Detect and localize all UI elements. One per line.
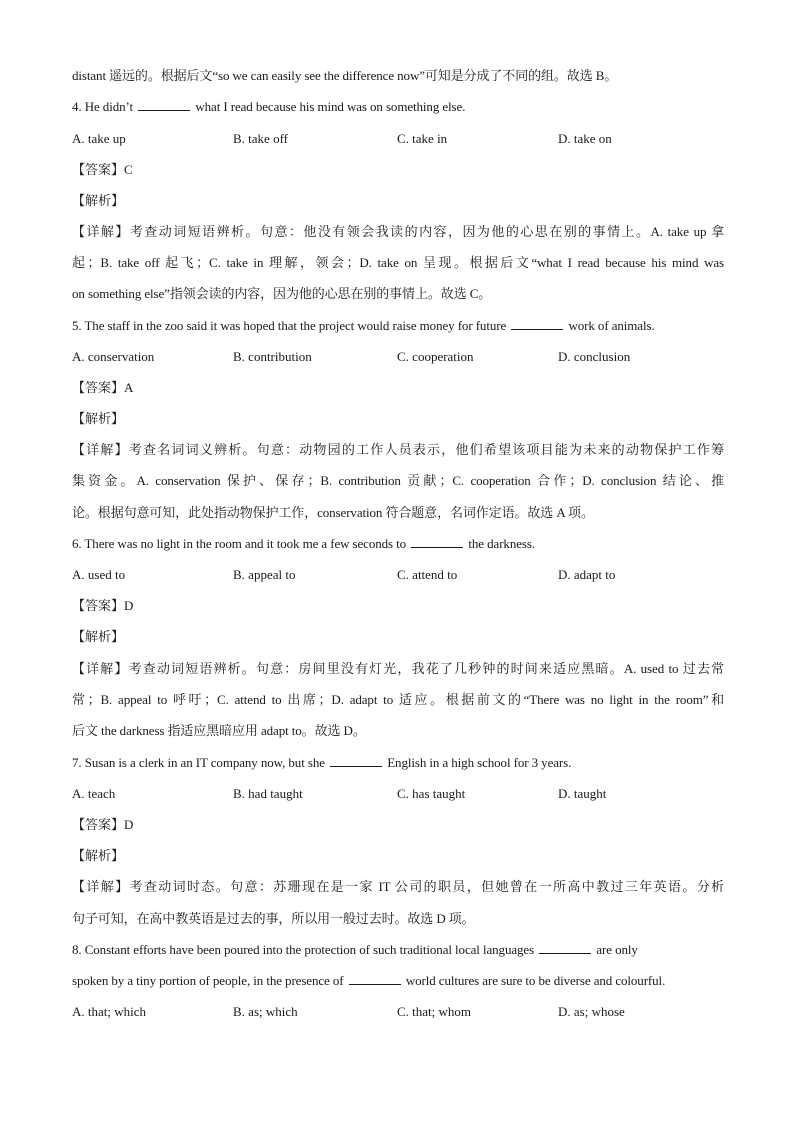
detail-line: 【详解】考查动词短语辨析。句意：他没有领会我读的内容，因为他的心思在别的事情上。A. take up 拿	[72, 224, 724, 239]
option-c: C. take in	[397, 131, 448, 146]
option-b: B. take off	[233, 131, 288, 146]
question-6-options	[72, 565, 724, 585]
question-8-options	[72, 1002, 724, 1022]
detail-line: 起；B. take off 起飞；C. take in 理解，领会；D. take on 呈现。根据后文“what I read because his mind was	[72, 255, 724, 270]
stem-text-before: 6. There was no light in the room and it took me a few seconds to	[72, 536, 407, 551]
option-c: C. cooperation	[397, 349, 474, 364]
analysis-label: 【解析】	[72, 193, 125, 208]
stem-text-before: 5. The staff in the zoo said it was hoped that the project would raise money for future	[72, 318, 507, 333]
option-c: C. that; whom	[397, 1004, 472, 1019]
option-d: D. conclusion	[558, 349, 631, 364]
detail-line: 句子可知，在高中教英语是过去的事，所以用一般过去时。故选 D 项。	[72, 911, 475, 926]
stem-text-after: world cultures are sure to be diverse and colourful.	[405, 973, 666, 988]
stem-text-before: 7. Susan is a clerk in an IT company now, but she	[72, 755, 325, 770]
detail-line: 常；B. appeal to 呼吁；C. attend to 出席；D. adapt to 适应。根据前文的“There was no light in the room”和	[72, 692, 724, 707]
stem-text-after: work of animals.	[568, 318, 655, 333]
stem-text-before: 4. He didn’t	[72, 99, 134, 114]
answer-label: 【答案】D	[72, 817, 134, 832]
answer-blank	[411, 534, 463, 548]
stem-text-after: English in a high school for 3 years.	[387, 755, 572, 770]
detail-line: 后文 the darkness 指适应黑暗应用 adapt to。故选 D。	[72, 723, 366, 738]
option-d: D. adapt to	[558, 567, 616, 582]
question-5-stem	[72, 316, 724, 336]
stem-text-after: are only	[596, 942, 638, 957]
option-a: A. take up	[72, 131, 126, 146]
detail-line: on something else”指领会读的内容，因为他的心思在别的事情上。故选 C。	[72, 286, 492, 301]
question-5-options	[72, 347, 724, 367]
answer-blank	[539, 940, 591, 954]
detail-line: 集资金。A. conservation 保护、保存；B. contribution 贡献；C. cooperation 合作；D. conclusion 结论、推	[72, 473, 724, 488]
option-d: D. as; whose	[558, 1004, 625, 1019]
question-4-options	[72, 129, 724, 149]
answer-blank	[138, 97, 190, 111]
option-b: B. contribution	[233, 349, 312, 364]
option-d: D. taught	[558, 786, 607, 801]
option-c: C. has taught	[397, 786, 466, 801]
answer-blank	[349, 971, 401, 985]
question-6-stem	[72, 534, 724, 554]
answer-label: 【答案】A	[72, 380, 134, 395]
stem-text-after: the darkness.	[468, 536, 535, 551]
detail-line: 【详解】考查动词时态。句意：苏珊现在是一家 IT 公司的职员，但她曾在一所高中教过三年英语。分析	[72, 879, 724, 894]
answer-label: 【答案】C	[72, 162, 133, 177]
option-b: B. as; which	[233, 1004, 298, 1019]
question-8-stem-line-1	[72, 940, 724, 960]
detail-line: 论。根据句意可知，此处指动物保护工作，conservation 符合题意，名词作定语。故选 A 项。	[72, 505, 594, 520]
option-b: B. appeal to	[233, 567, 296, 582]
stem-text-after: what I read because his mind was on something else.	[195, 99, 466, 114]
question-7-options	[72, 784, 724, 804]
question-7-stem	[72, 753, 724, 773]
answer-blank	[330, 753, 382, 767]
option-b: B. had taught	[233, 786, 303, 801]
detail-line: 【详解】考查动词短语辨析。句意：房间里没有灯光，我花了几秒钟的时间来适应黑暗。A. used to 过去常	[72, 661, 724, 676]
option-c: C. attend to	[397, 567, 458, 582]
stem-text-before: 8. Constant efforts have been poured into the protection of such traditional local languages	[72, 942, 535, 957]
option-a: A. used to	[72, 567, 126, 582]
option-d: D. take on	[558, 131, 612, 146]
analysis-label: 【解析】	[72, 629, 125, 644]
question-8-stem-line-2	[72, 971, 724, 991]
analysis-label: 【解析】	[72, 848, 125, 863]
intro-explanation-line: distant 遥远的。根据后文“so we can easily see the difference now”可知是分成了不同的组。故选 B。	[72, 68, 618, 83]
option-a: A. conservation	[72, 349, 155, 364]
stem-text-before: spoken by a tiny portion of people, in the presence of	[72, 973, 344, 988]
answer-label: 【答案】D	[72, 598, 134, 613]
answer-blank	[511, 316, 563, 330]
detail-line: 【详解】考查名词词义辨析。句意：动物园的工作人员表示，他们希望该项目能为未来的动物保护工作筹	[72, 442, 724, 457]
analysis-label: 【解析】	[72, 411, 125, 426]
option-a: A. that; which	[72, 1004, 147, 1019]
option-a: A. teach	[72, 786, 116, 801]
question-4-stem	[72, 97, 724, 117]
